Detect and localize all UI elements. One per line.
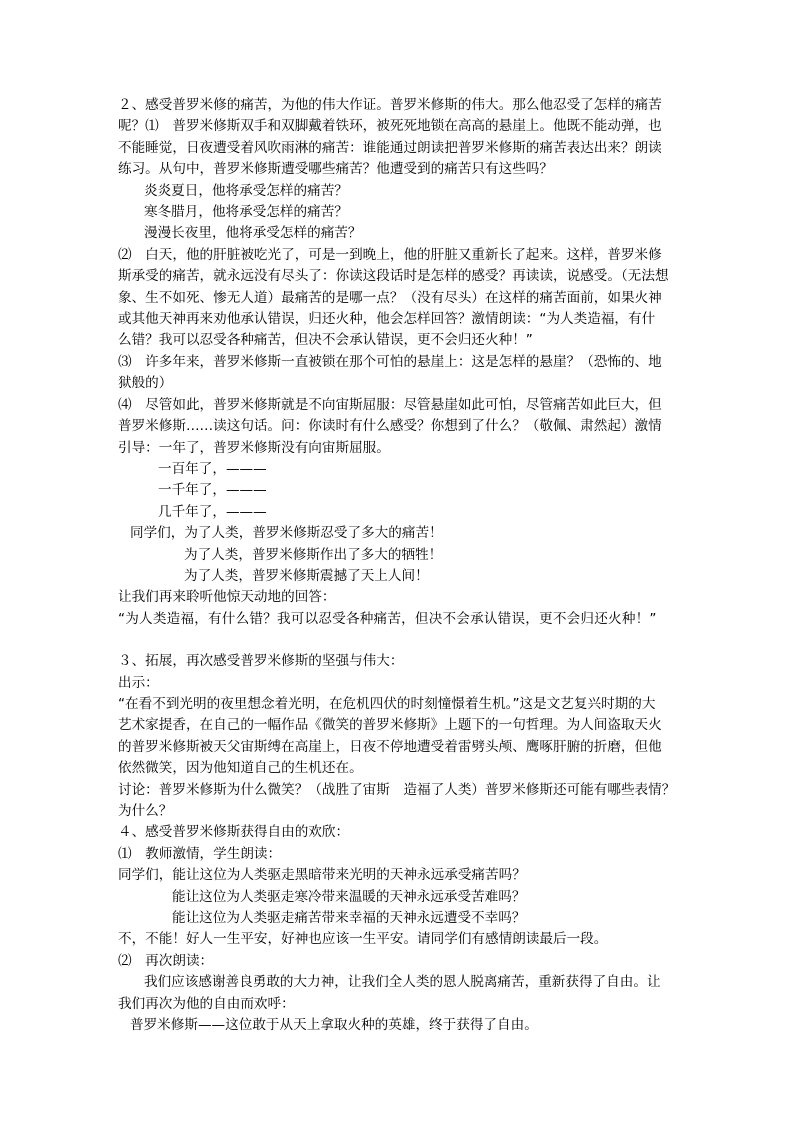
text-line: 漫漫长夜里，他将承受怎样的痛苦？ <box>144 225 362 242</box>
text-line: ⑵ 再次朗读： <box>118 952 214 969</box>
text-line: 讨论：普罗米修斯为什么微笑？（战胜了宙斯 造福了人类）普罗米修斯还可能有哪些表情？ <box>118 781 676 798</box>
text-line: 斯承受的痛苦，就永远没有尽头了：你读这段话时是怎样的感受？再读读，说感受。（无法想 <box>118 268 669 285</box>
text-line: 能让这位为人类驱走寒冷带来温暖的天神永远承受苦难吗？ <box>172 888 526 905</box>
blank-line <box>118 630 680 651</box>
text-line: ⑶ 许多年来，普罗米修斯一直被锁在那个可怕的悬崖上：这是怎样的悬崖？（恐怖的、地 <box>118 353 662 370</box>
text-line: 的普罗米修斯被天父宙斯缚在高崖上，日夜不停地遭受着雷劈头颅、鹰啄肝腑的折磨，但他 <box>118 738 662 755</box>
text-line: 让我们再来聆听他惊天动地的回答： <box>118 589 336 606</box>
text-line: 能让这位为人类驱走痛苦带来幸福的天神永远遭受不幸吗？ <box>172 910 526 927</box>
text-line: 我们再次为他的自由而欢呼： <box>118 995 295 1012</box>
text-line: 同学们，为了人类，普罗米修斯忍受了多大的痛苦！ <box>130 525 443 542</box>
text-line: 几千年了，——— <box>158 503 267 520</box>
text-line: 为了人类，普罗米修斯作出了多大的牺牲！ <box>184 546 443 563</box>
text-line: 炎炎夏日，他将承受怎样的痛苦？ <box>144 182 348 199</box>
text-line: 不能睡觉，日夜遭受着风吹雨淋的痛苦：谁能通过朗读把普罗米修斯的痛苦表达出来？朗读 <box>118 139 662 156</box>
text-line: 引导：一年了，普罗米修斯没有向宙斯屈服。 <box>118 439 390 456</box>
text-line: ４、感受普罗米修斯获得自由的欢欣： <box>118 824 350 841</box>
text-line: 为了人类，普罗米修斯震撼了天上人间！ <box>184 567 429 584</box>
text-line: 同学们，能让这位为人类驱走黑暗带来光明的天神永远承受痛苦吗？ <box>118 867 526 884</box>
text-line: 普罗米修斯……读这句话。问：你读时有什么感受？你想到了什么？（敬佩、肃然起）激情 <box>118 418 662 435</box>
text-line: 狱般的） <box>118 375 173 392</box>
text-line: ３、拓展，再次感受普罗米修斯的坚强与伟大： <box>118 653 404 670</box>
text-line: ２、感受普罗米修的痛苦，为他的伟大作证。普罗米修斯的伟大。那么他忍受了怎样的痛苦 <box>118 97 662 113</box>
text-line: “在看不到光明的夜里想念着光明，在危机四伏的时刻憧憬着生机。”这是文艺复兴时期的大 <box>118 695 656 712</box>
text-line: ⑷ 尽管如此，普罗米修斯就是不向宙斯屈服：尽管悬崖如此可怕，尽管痛苦如此巨大，但 <box>118 396 662 413</box>
text-line: 出示： <box>118 674 159 691</box>
text-line: 艺术家提香，在自己的一幅作品《微笑的普罗米修斯》上题下的一句哲理。为人间盗取天火 <box>118 717 662 734</box>
text-line: 象、生不如死、惨无人道）最痛苦的是哪一点？（没有尽头）在这样的痛苦面前，如果火神 <box>118 289 662 306</box>
text-line: 我们应该感谢善良勇敢的大力神，让我们全人类的恩人脱离痛苦，重新获得了自由。让 <box>144 974 661 991</box>
text-line: 寒冬腊月，他将承受怎样的痛苦？ <box>144 204 348 221</box>
text-line: “为人类造福，有什么错？我可以忍受各种痛苦，但决不会承认错误，更不会归还火种！” <box>118 610 657 627</box>
document-body <box>118 95 680 1036</box>
text-line: 一千年了，——— <box>158 482 267 499</box>
text-line: 为什么？ <box>118 803 173 819</box>
text-line: 普罗米修斯——这位敢于从天上拿取火种的英雄，终于获得了自由。 <box>130 1017 538 1034</box>
text-line: ⑵ 白天，他的肝脏被吃光了，可是一到晚上，他的肝脏又重新长了起来。这样，普罗米修 <box>118 246 662 263</box>
text-line: 练习。从句中，普罗米修斯遭受哪些痛苦？他遭受到的痛苦只有这些吗？ <box>118 161 553 178</box>
text-line: 呢？⑴ 普罗米修斯双手和双脚戴着铁环，被死死地锁在高高的悬崖上。他既不能动弹，也 <box>118 118 662 135</box>
text-line: 么错？我可以忍受各种痛苦，但决不会承认错误，更不会归还火种！” <box>118 332 533 349</box>
text-line: 一百年了，——— <box>158 460 267 477</box>
text-line: 或其他天神再来劝他承认错误，归还火种，他会怎样回答？激情朗读：“为人类造福，有什 <box>118 311 656 328</box>
text-line: ⑴ 教师激情，学生朗读： <box>118 845 282 862</box>
text-line: 依然微笑，因为他知道自己的生机还在。 <box>118 760 363 777</box>
text-line: 不，不能！好人一生平安，好神也应该一生平安。请同学们有感情朗读最后一段。 <box>118 931 608 948</box>
